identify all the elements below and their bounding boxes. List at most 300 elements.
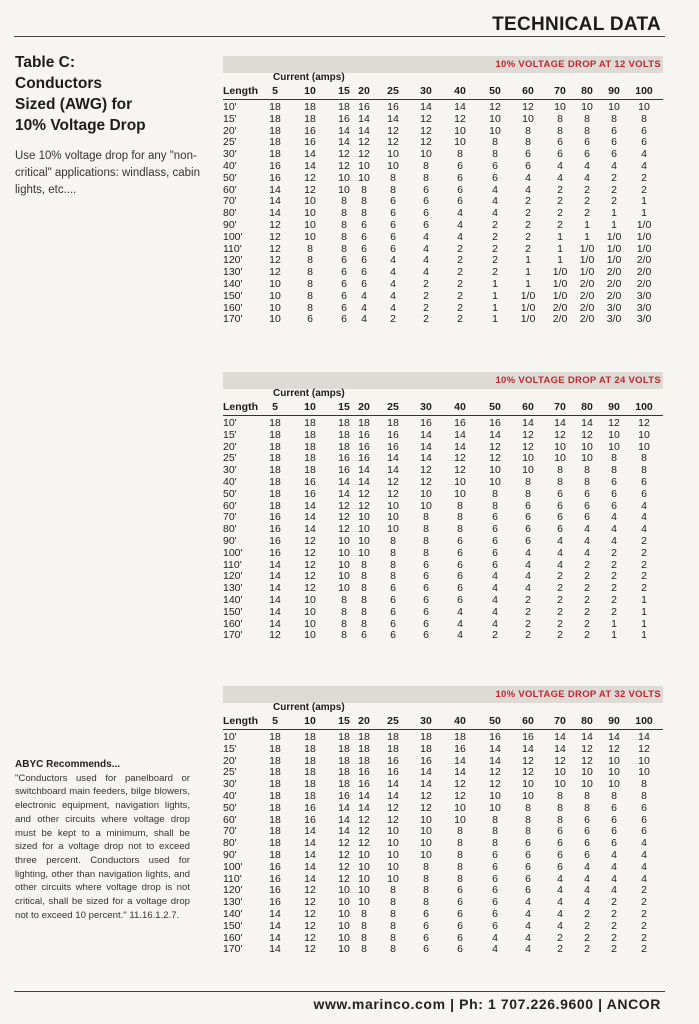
awg-cell: 8 <box>611 464 617 477</box>
awg-cell: 6 <box>641 124 647 137</box>
length-cell: 150' <box>223 919 243 932</box>
awg-cell: 2 <box>584 594 590 606</box>
awg-cell: 14 <box>338 487 350 500</box>
awg-cell: 8 <box>492 136 498 149</box>
awg-cell: 12 <box>420 801 432 814</box>
awg-cell: 6 <box>584 499 590 512</box>
awg-cell: 8 <box>390 919 396 932</box>
awg-cell: 10 <box>454 801 466 814</box>
awg-cell: 2/0 <box>552 301 568 314</box>
awg-cell: 4 <box>557 535 563 547</box>
table-row <box>223 732 663 744</box>
awg-cell: 10 <box>489 112 501 125</box>
awg-cell: 8 <box>457 837 463 850</box>
table-row <box>223 465 663 477</box>
table-row <box>223 208 663 220</box>
awg-cell: 12 <box>554 428 566 441</box>
awg-cell: 6 <box>492 523 498 536</box>
awg-cell: 12 <box>338 148 350 161</box>
current-header: 40 <box>454 715 466 727</box>
awg-cell: 8 <box>423 546 429 559</box>
awg-cell: 16 <box>304 813 316 826</box>
awg-cell: 8 <box>584 112 590 125</box>
awg-cell: 6 <box>423 617 429 630</box>
awg-cell: 4 <box>584 860 590 873</box>
awg-cell: 6 <box>457 546 463 559</box>
current-amps-label: Current (amps) <box>273 72 345 83</box>
awg-cell: 1/0 <box>520 289 536 302</box>
awg-cell: 10 <box>338 535 350 547</box>
awg-cell: 8 <box>361 594 367 606</box>
table-title-line: Sized (AWG) for <box>15 96 133 113</box>
awg-cell: 10 <box>338 931 350 944</box>
awg-cell: 6 <box>457 582 463 595</box>
awg-cell: 10 <box>554 766 566 779</box>
abyc-note <box>15 758 190 922</box>
awg-cell: 6 <box>525 884 531 897</box>
awg-cell: 18 <box>269 731 281 743</box>
awg-cell: 6 <box>525 849 531 861</box>
length-cell: 60' <box>223 183 237 196</box>
awg-cell: 10 <box>338 896 350 909</box>
awg-cell: 18 <box>304 742 316 755</box>
awg-cell: 6 <box>390 582 396 595</box>
awg-cell: 6 <box>584 813 590 826</box>
awg-cell: 16 <box>387 766 399 779</box>
awg-cell: 6 <box>361 230 367 243</box>
table-row <box>223 560 663 572</box>
awg-cell: 4 <box>390 301 396 314</box>
awg-cell: 3/0 <box>636 313 652 326</box>
length-cell: 140' <box>223 278 243 290</box>
awg-cell: 6 <box>423 558 429 571</box>
awg-cell: 14 <box>338 801 350 814</box>
awg-cell: 12 <box>489 440 501 453</box>
awg-cell: 3/0 <box>606 301 622 314</box>
table-row <box>223 885 663 897</box>
awg-cell: 18 <box>269 754 281 767</box>
awg-cell: 2 <box>641 171 647 184</box>
length-cell: 90' <box>223 535 237 547</box>
table-row <box>223 909 663 921</box>
awg-cell: 16 <box>304 476 316 488</box>
awg-cell: 4 <box>525 896 531 909</box>
awg-cell: 2 <box>557 183 563 196</box>
awg-cell: 8 <box>423 535 429 547</box>
awg-cell: 2 <box>584 558 590 571</box>
awg-cell: 12 <box>387 124 399 137</box>
awg-cell: 2 <box>525 195 531 208</box>
awg-cell: 8 <box>361 207 367 220</box>
awg-cell: 18 <box>338 428 350 441</box>
length-cell: 100' <box>223 546 243 559</box>
awg-cell: 8 <box>611 452 617 465</box>
awg-cell: 18 <box>304 101 316 113</box>
awg-cell: 2 <box>492 242 498 255</box>
length-cell: 120' <box>223 884 243 897</box>
awg-cell: 6 <box>525 535 531 547</box>
awg-cell: 2 <box>641 943 647 956</box>
awg-cell: 6 <box>423 570 429 583</box>
awg-cell: 12 <box>454 790 466 802</box>
awg-cell: 6 <box>457 594 463 606</box>
awg-cell: 14 <box>269 570 281 583</box>
awg-cell: 8 <box>361 570 367 583</box>
awg-cell: 8 <box>525 487 531 500</box>
awg-cell: 10 <box>387 499 399 512</box>
awg-cell: 4 <box>423 266 429 279</box>
awg-cell: 8 <box>492 825 498 838</box>
awg-cell: 6 <box>423 629 429 642</box>
awg-cell: 6 <box>641 136 647 149</box>
awg-cell: 10 <box>338 884 350 897</box>
awg-cell: 10 <box>608 428 620 441</box>
awg-cell: 8 <box>341 195 347 208</box>
awg-cell: 10 <box>358 849 370 861</box>
awg-cell: 4 <box>557 558 563 571</box>
current-header: 100 <box>635 85 653 97</box>
length-cell: 20' <box>223 754 237 767</box>
awg-cell: 16 <box>358 428 370 441</box>
awg-cell: 2 <box>457 242 463 255</box>
awg-cell: 18 <box>304 731 316 743</box>
awg-cell: 6 <box>457 896 463 909</box>
awg-cell: 1/0 <box>552 278 568 290</box>
table-caption: 10% VOLTAGE DROP AT 32 VOLTS <box>495 689 661 700</box>
table-row <box>223 850 663 862</box>
current-header: 70 <box>554 715 566 727</box>
awg-cell: 6 <box>525 499 531 512</box>
length-cell: 60' <box>223 499 237 512</box>
awg-cell: 16 <box>338 112 350 125</box>
length-cell: 80' <box>223 837 237 850</box>
awg-cell: 10 <box>338 558 350 571</box>
awg-cell: 18 <box>269 101 281 113</box>
awg-cell: 8 <box>390 943 396 956</box>
awg-cell: 10 <box>420 487 432 500</box>
awg-cell: 2/0 <box>636 254 652 267</box>
awg-cell: 10 <box>269 301 281 314</box>
awg-cell: 6 <box>525 860 531 873</box>
awg-cell: 18 <box>304 790 316 802</box>
awg-cell: 18 <box>304 754 316 767</box>
awg-cell: 6 <box>390 594 396 606</box>
length-cell: 160' <box>223 617 243 630</box>
awg-cell: 6 <box>457 908 463 920</box>
awg-cell: 6 <box>611 499 617 512</box>
awg-cell: 12 <box>581 754 593 767</box>
awg-cell: 8 <box>423 171 429 184</box>
awg-cell: 10 <box>581 778 593 791</box>
awg-cell: 4 <box>584 535 590 547</box>
awg-cell: 18 <box>338 440 350 453</box>
awg-cell: 12 <box>304 908 316 920</box>
awg-cell: 18 <box>269 487 281 500</box>
awg-cell: 10 <box>454 813 466 826</box>
awg-cell: 6 <box>641 813 647 826</box>
awg-cell: 2 <box>390 313 396 326</box>
awg-cell: 6 <box>492 558 498 571</box>
awg-cell: 18 <box>338 417 350 429</box>
awg-cell: 6 <box>641 487 647 500</box>
awg-cell: 4 <box>492 943 498 956</box>
awg-cell: 10 <box>581 452 593 465</box>
awg-cell: 10 <box>269 289 281 302</box>
table-header-row <box>223 401 663 416</box>
awg-cell: 16 <box>358 766 370 779</box>
table-row <box>223 303 663 315</box>
awg-cell: 14 <box>304 837 316 850</box>
awg-cell: 1 <box>641 617 647 630</box>
awg-cell: 12 <box>304 570 316 583</box>
awg-cell: 6 <box>341 301 347 314</box>
length-cell: 25' <box>223 452 237 465</box>
awg-cell: 18 <box>269 148 281 161</box>
awg-cell: 6 <box>557 860 563 873</box>
awg-cell: 14 <box>358 112 370 125</box>
awg-cell: 1 <box>611 219 617 231</box>
awg-cell: 8 <box>307 266 313 279</box>
table-row <box>223 779 663 791</box>
awg-cell: 12 <box>522 428 534 441</box>
awg-cell: 1/0 <box>520 301 536 314</box>
table-row <box>223 232 663 244</box>
awg-cell: 18 <box>304 440 316 453</box>
awg-cell: 18 <box>338 742 350 755</box>
awg-cell: 8 <box>492 148 498 161</box>
awg-cell: 18 <box>269 801 281 814</box>
awg-cell: 14 <box>304 499 316 512</box>
awg-cell: 2 <box>557 570 563 583</box>
awg-cell: 6 <box>307 313 313 326</box>
awg-cell: 8 <box>492 499 498 512</box>
awg-cell: 4 <box>492 582 498 595</box>
awg-cell: 6 <box>390 617 396 630</box>
awg-cell: 6 <box>492 171 498 184</box>
awg-cell: 14 <box>554 731 566 743</box>
awg-cell: 6 <box>492 908 498 920</box>
current-header: 70 <box>554 401 566 413</box>
awg-cell: 16 <box>304 136 316 149</box>
current-header: 70 <box>554 85 566 97</box>
awg-cell: 2 <box>611 605 617 618</box>
awg-cell: 10 <box>304 207 316 220</box>
awg-cell: 10 <box>338 943 350 956</box>
awg-cell: 6 <box>492 919 498 932</box>
awg-cell: 10 <box>269 278 281 290</box>
awg-cell: 14 <box>489 428 501 441</box>
awg-cell: 6 <box>525 148 531 161</box>
awg-cell: 10 <box>387 837 399 850</box>
awg-cell: 2 <box>525 605 531 618</box>
awg-cell: 8 <box>611 790 617 802</box>
awg-cell: 12 <box>269 230 281 243</box>
current-header: 25 <box>387 401 399 413</box>
awg-cell: 8 <box>390 896 396 909</box>
awg-cell: 8 <box>390 535 396 547</box>
awg-cell: 10 <box>358 860 370 873</box>
awg-cell: 10 <box>581 101 593 113</box>
awg-cell: 4 <box>525 943 531 956</box>
awg-cell: 12 <box>638 742 650 755</box>
awg-cell: 4 <box>390 266 396 279</box>
awg-cell: 6 <box>423 582 429 595</box>
awg-cell: 12 <box>338 523 350 536</box>
awg-cell: 18 <box>269 112 281 125</box>
awg-cell: 12 <box>581 428 593 441</box>
awg-cell: 12 <box>522 766 534 779</box>
awg-cell: 14 <box>387 790 399 802</box>
header-divider <box>14 36 665 37</box>
awg-cell: 6 <box>492 511 498 524</box>
awg-cell: 10 <box>338 582 350 595</box>
awg-cell: 12 <box>387 476 399 488</box>
awg-cell: 18 <box>269 837 281 850</box>
awg-cell: 12 <box>420 136 432 149</box>
awg-cell: 2 <box>557 207 563 220</box>
awg-cell: 8 <box>584 464 590 477</box>
awg-cell: 18 <box>269 428 281 441</box>
current-header: 50 <box>489 715 501 727</box>
awg-cell: 14 <box>304 148 316 161</box>
awg-cell: 2 <box>557 943 563 956</box>
awg-cell: 6 <box>390 219 396 231</box>
awg-cell: 14 <box>304 523 316 536</box>
awg-cell: 12 <box>304 546 316 559</box>
table-row <box>223 944 663 956</box>
awg-cell: 16 <box>454 417 466 429</box>
awg-cell: 12 <box>522 101 534 113</box>
awg-cell: 14 <box>269 195 281 208</box>
awg-cell: 6 <box>423 594 429 606</box>
awg-cell: 1 <box>492 301 498 314</box>
awg-cell: 12 <box>304 884 316 897</box>
awg-cell: 12 <box>338 160 350 172</box>
awg-cell: 12 <box>269 266 281 279</box>
awg-cell: 6 <box>641 801 647 814</box>
awg-cell: 4 <box>584 546 590 559</box>
awg-cell: 12 <box>338 849 350 861</box>
awg-cell: 6 <box>423 919 429 932</box>
awg-cell: 18 <box>269 849 281 861</box>
awg-cell: 8 <box>584 790 590 802</box>
awg-cell: 4 <box>611 160 617 172</box>
awg-cell: 2 <box>457 278 463 290</box>
current-label-row <box>223 389 663 401</box>
table-row <box>223 756 663 768</box>
awg-cell: 1/0 <box>552 266 568 279</box>
awg-cell: 6 <box>525 837 531 850</box>
awg-cell: 6 <box>557 511 563 524</box>
awg-cell: 4 <box>390 289 396 302</box>
awg-cell: 8 <box>457 499 463 512</box>
awg-cell: 2 <box>492 219 498 231</box>
current-header: 60 <box>522 715 534 727</box>
table-row <box>223 767 663 779</box>
awg-cell: 16 <box>338 452 350 465</box>
awg-cell: 10 <box>489 801 501 814</box>
awg-cell: 10 <box>638 754 650 767</box>
awg-cell: 8 <box>641 790 647 802</box>
awg-cell: 12 <box>304 558 316 571</box>
awg-cell: 8 <box>361 908 367 920</box>
awg-cell: 8 <box>557 790 563 802</box>
awg-cell: 2 <box>525 207 531 220</box>
length-header: Length <box>223 715 258 727</box>
awg-cell: 2 <box>557 195 563 208</box>
awg-cell: 6 <box>557 487 563 500</box>
awg-cell: 14 <box>454 766 466 779</box>
awg-cell: 10 <box>489 790 501 802</box>
awg-cell: 6 <box>390 207 396 220</box>
awg-cell: 12 <box>269 629 281 642</box>
awg-cell: 14 <box>522 417 534 429</box>
current-header: 20 <box>358 85 370 97</box>
awg-cell: 16 <box>269 160 281 172</box>
awg-cell: 4 <box>361 289 367 302</box>
awg-cell: 6 <box>361 629 367 642</box>
awg-cell: 4 <box>641 523 647 536</box>
table-row <box>223 489 663 501</box>
awg-cell: 2 <box>611 582 617 595</box>
awg-cell: 16 <box>358 101 370 113</box>
awg-cell: 14 <box>338 124 350 137</box>
awg-cell: 6 <box>423 605 429 618</box>
awg-cell: 1 <box>492 289 498 302</box>
awg-cell: 4 <box>584 160 590 172</box>
awg-cell: 16 <box>387 428 399 441</box>
awg-cell: 8 <box>307 301 313 314</box>
awg-cell: 16 <box>358 452 370 465</box>
awg-cell: 10 <box>338 570 350 583</box>
awg-cell: 6 <box>423 207 429 220</box>
awg-cell: 3/0 <box>636 289 652 302</box>
awg-cell: 1/0 <box>636 219 652 231</box>
abyc-note-title: ABYC Recommends... <box>15 759 121 770</box>
awg-cell: 8 <box>390 183 396 196</box>
awg-cell: 12 <box>304 919 316 932</box>
awg-cell: 12 <box>387 136 399 149</box>
awg-cell: 1 <box>525 266 531 279</box>
table-row <box>223 619 663 631</box>
awg-cell: 10 <box>304 594 316 606</box>
awg-cell: 6 <box>457 183 463 196</box>
awg-cell: 4 <box>611 523 617 536</box>
length-cell: 25' <box>223 136 237 149</box>
awg-cell: 16 <box>338 464 350 477</box>
table-row <box>223 102 663 114</box>
awg-cell: 4 <box>641 849 647 861</box>
awg-cell: 10 <box>358 896 370 909</box>
length-cell: 20' <box>223 124 237 137</box>
awg-cell: 4 <box>423 230 429 243</box>
awg-cell: 4 <box>492 605 498 618</box>
awg-cell: 8 <box>423 511 429 524</box>
awg-cell: 16 <box>304 487 316 500</box>
length-cell: 40' <box>223 790 237 802</box>
awg-cell: 2 <box>423 301 429 314</box>
awg-cell: 6 <box>492 872 498 885</box>
awg-cell: 16 <box>454 742 466 755</box>
awg-cell: 12 <box>338 860 350 873</box>
awg-cell: 1 <box>611 617 617 630</box>
awg-cell: 12 <box>581 742 593 755</box>
awg-cell: 4 <box>611 872 617 885</box>
awg-cell: 1 <box>584 219 590 231</box>
awg-cell: 8 <box>457 825 463 838</box>
table-caption: 10% VOLTAGE DROP AT 12 VOLTS <box>495 59 661 70</box>
awg-cell: 16 <box>269 535 281 547</box>
